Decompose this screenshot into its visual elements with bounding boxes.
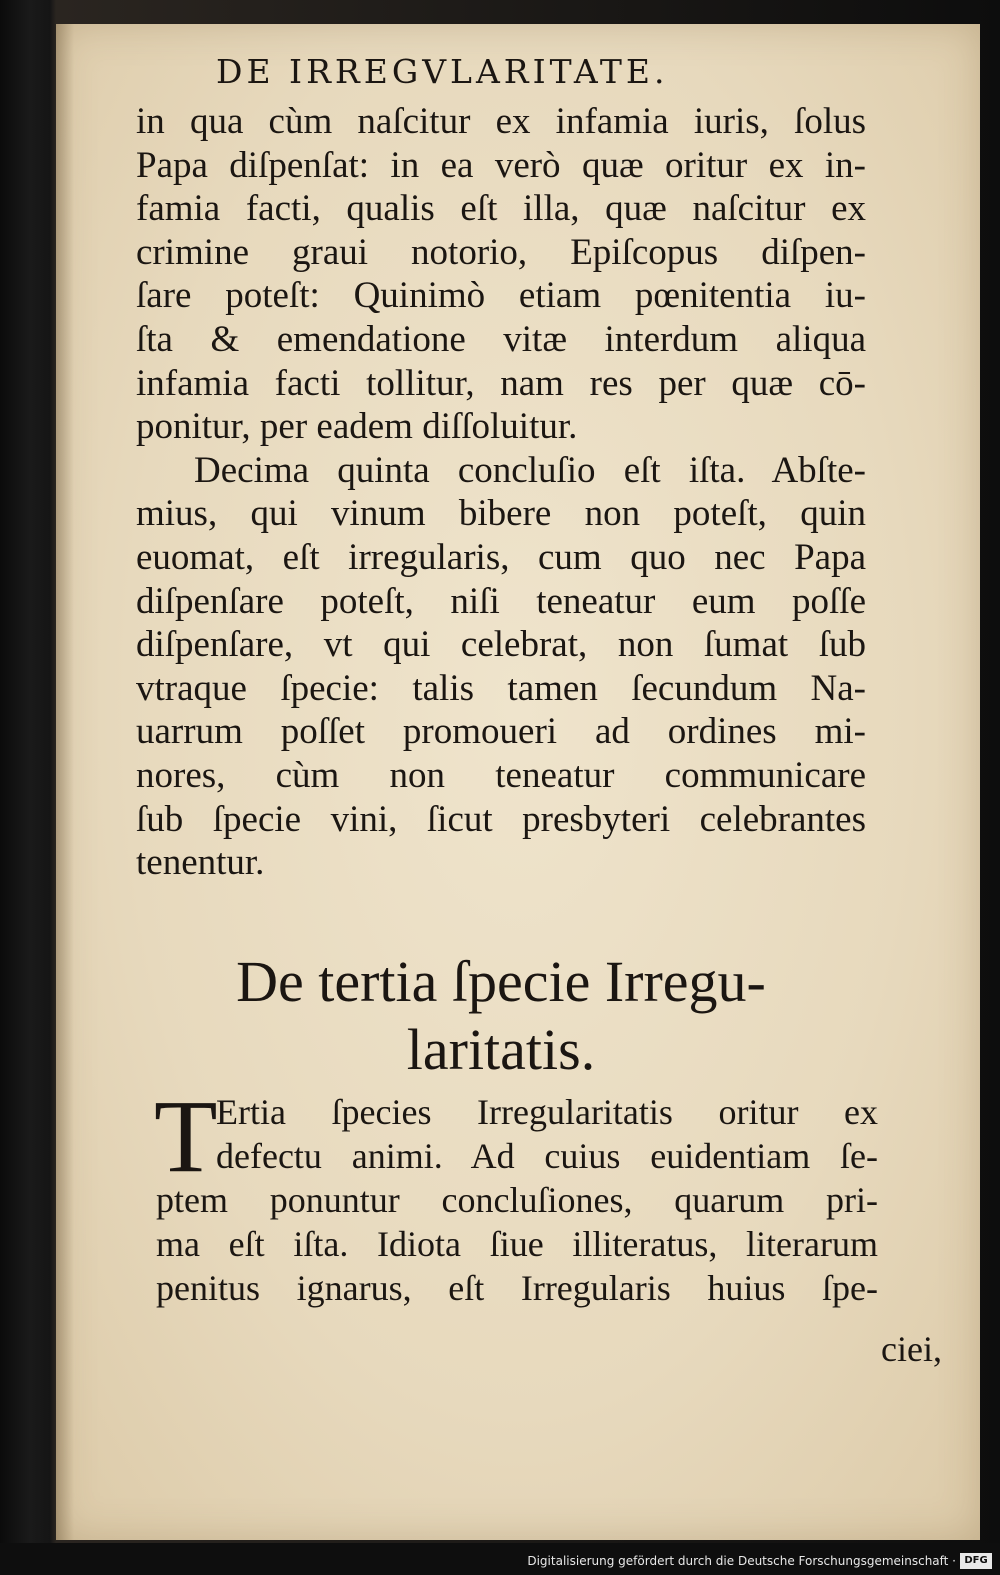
text-line: ſub ſpecie vini, ſicut presbyteri celebrantes [136,798,866,840]
running-head: DE IRREGVLARITATE. [216,52,669,91]
text-line: ptem ponuntur concluſiones, quarum pri- [156,1180,878,1220]
text-line: ſare poteſt: Quinimò etiam pœnitentia iu- [136,275,866,317]
text-line: ma eſt iſta. Idiota ſiue illiteratus, literarum [156,1224,878,1264]
text-line: Papa diſpenſat: in ea verò quæ oritur ex in- [136,144,866,186]
text-line: uarrum poſſet promoueri ad ordines mi- [136,711,866,753]
text-line: in qua cùm naſcitur ex infamia iuris, ſolus [136,101,866,142]
dfg-logo: DFG [960,1553,992,1569]
text-line: Ertia ſpecies Irregularitatis oritur ex [216,1092,878,1132]
text-line: famia facti, qualis eſt illa, quæ naſcitur ex [136,188,866,230]
text-line: diſpenſare poteſt, niſi teneatur eum poſſe [136,580,866,622]
credit-text: Digitalisierung gefördert durch die Deutsche Forschungsgemeinschaft · [527,1554,956,1568]
text-line: mius, qui vinum bibere non poteſt, quin [136,493,866,535]
text-line: tenentur. [136,842,265,884]
body-text-continued [154,1079,878,1310]
text-line: euomat, eſt irregularis, cum quo nec Papa [136,536,866,578]
catchword: ciei, [881,1329,942,1369]
text-line: defectu animi. Ad cuius euidentiam ſe- [216,1136,878,1176]
text-line: crimine graui notorio, Epiſcopus diſpen- [136,231,866,273]
text-line: vtraque ſpecie: talis tamen ſecundum Na- [136,667,866,709]
section-heading [136,948,866,1084]
drop-cap-initial: T [154,1079,218,1194]
body-text [136,100,866,885]
text-line: penitus ignarus, eſt Irregularis huius ſpe- [156,1268,878,1308]
digitization-credit-bar [0,1543,1000,1575]
section-heading-line: laritatis. [406,1017,596,1082]
section-heading-line: De tertia ſpecie Irregu- [236,949,766,1014]
text-line: diſpenſare, vt qui celebrat, non ſumat ſub [136,624,866,666]
text-line: ſta & emendatione vitæ interdum aliqua [136,318,866,360]
text-line: nores, cùm non teneatur communicare [136,754,866,796]
text-line: Decima quinta concluſio eſt iſta. Abſte- [194,449,866,491]
text-line: ponitur, per eadem diſſoluitur. [136,406,578,448]
text-line: infamia facti tollitur, nam res per quæ cō- [136,362,866,404]
